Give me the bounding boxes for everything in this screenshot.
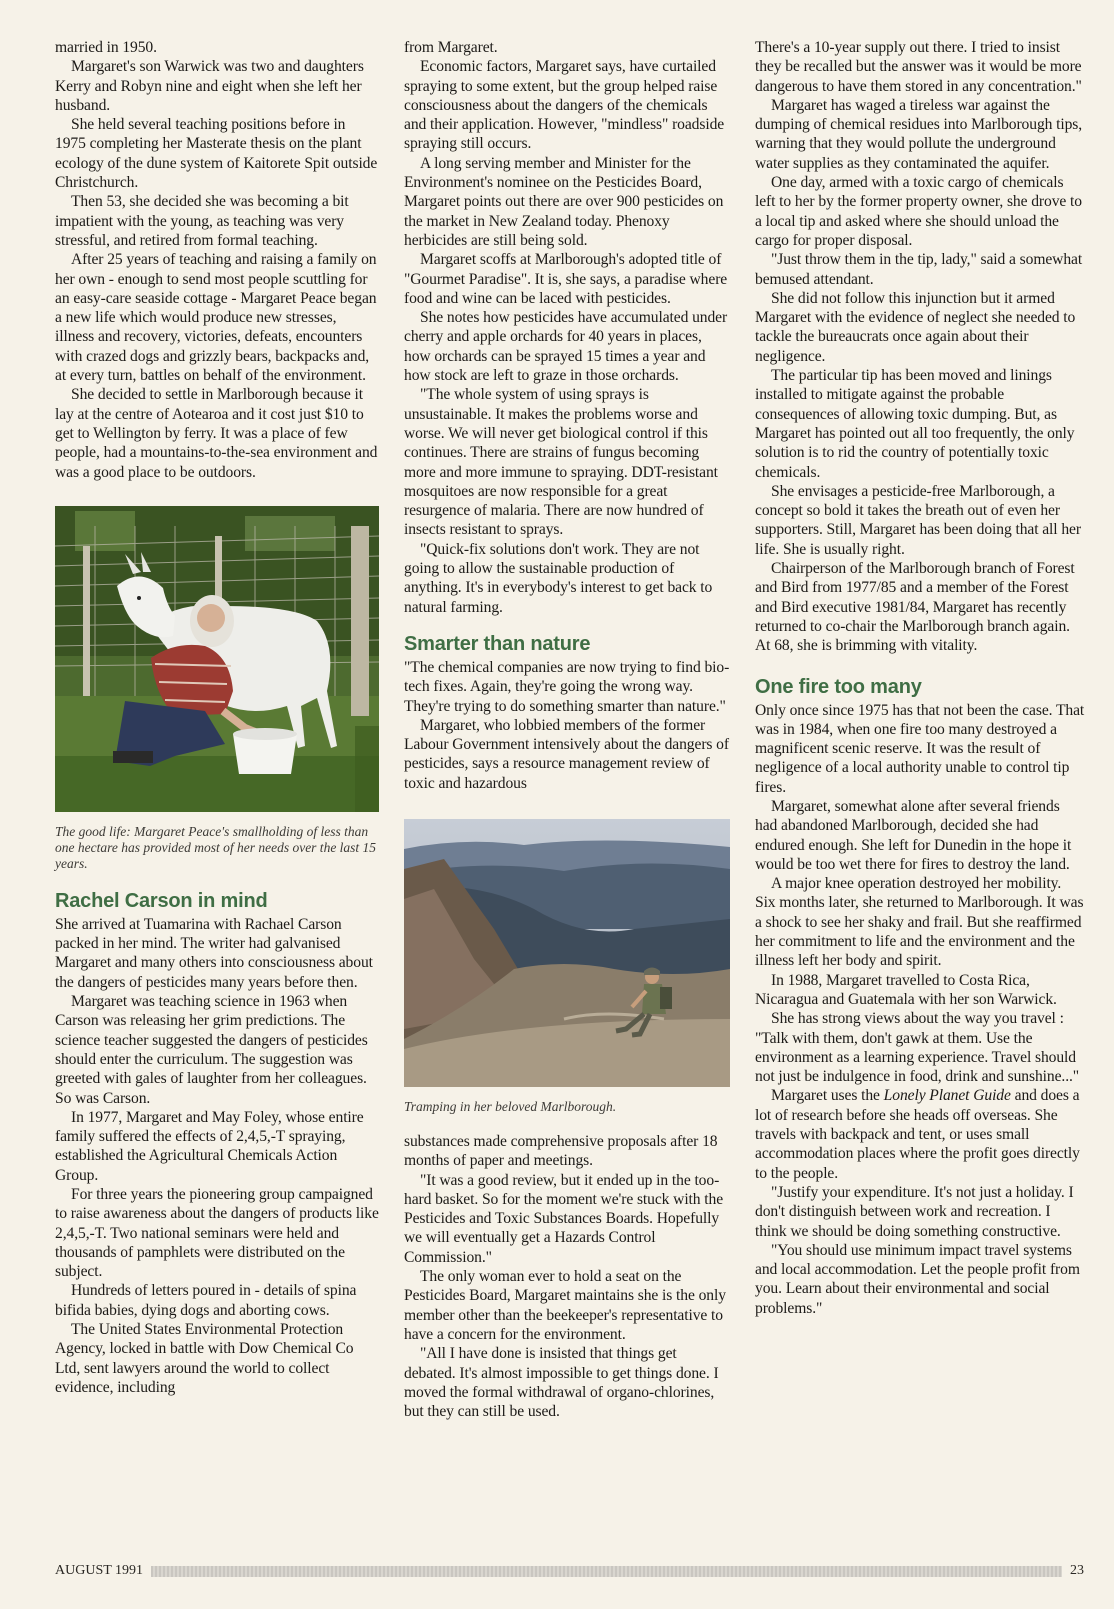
paragraph: A major knee operation destroyed her mobility. Six months later, she returned to Marlborough. It was a shock to see her shaky and frail. But she reaffirmed her commitment to life and the environment and the illness left her body and spirit. <box>755 875 1084 970</box>
paragraph: Chairperson of the Marlborough branch of Forest and Bird from 1977/85 and a member of the Forest and Bird executive 1981/84, Margaret has recently returned to co-chair the Marlborough branch again. At 68, she is brimming with vitality. <box>755 560 1075 655</box>
paragraph: Margaret scoffs at Marlborough's adopted title of "Gourmet Paradise". It is, she says, a paradise where food and wine can be laced with pesticides. <box>404 251 728 307</box>
paragraph: Hundreds of letters poured in - details of spina bifida babies, dying dogs and aborting cows. <box>55 1282 357 1319</box>
paragraph: Only once since 1975 has that not been the case. That was in 1984, when one fire too many destroyed a magnificent scenic reserve. It was the result of negligence of a local authority unable to control tip fires. <box>755 701 1085 796</box>
paragraph: After 25 years of teaching and raising a family on her own - enough to send most people scuttling for an easy-care seaside cottage - Margaret Peace began a new life which would produce new stresses, illness and recovery, victories, defeats, encounters with crazed dogs and grizzly bears, backpacks and, at every turn, battles on behalf of the environment. <box>55 251 377 385</box>
section-heading-one-fire-too-many: One fire too many <box>755 675 922 698</box>
paragraph: In 1977, Margaret and May Foley, whose entire family suffered the effects of 2,4,5,-T spraying, established the Agricultural Chemicals Action Group. <box>55 1108 364 1184</box>
col2-body-bottom <box>404 1132 730 1421</box>
tramping-photo <box>404 819 730 1087</box>
photo-caption-1: The good life: Margaret Peace's smallholding of less than one hectare has provided most of her needs over the last 15 years. <box>55 823 377 871</box>
paragraph: "Justify your expenditure. It's not just a holiday. I don't distinguish between work and recreation. I think we should be doing something constructive. <box>755 1183 1074 1240</box>
paragraph: She notes how pesticides have accumulated under cherry and apple orchards for 40 years in places, how orchards can be sprayed 15 times a year and how stock are left to graze in those orchards. <box>404 309 728 385</box>
paragraph: Then 53, she decided she was becoming a bit impatient with the young, as teaching was very stressful, and retired from formal teaching. <box>55 193 349 249</box>
col3-body-bottom <box>755 701 1085 1319</box>
col2-body-mid <box>404 658 730 793</box>
paragraph: In 1988, Margaret travelled to Costa Rica, Nicaragua and Guatemala with her son Warwick. <box>755 971 1057 1008</box>
paragraph: Margaret was teaching science in 1963 when Carson was releasing her grim predictions. The science teacher suggested the dangers of pesticides should enter the curriculum. The suggestion was greeted with gales of laughter from her colleagues. So was Carson. <box>55 993 368 1107</box>
paragraph: The United States Environmental Protection Agency, locked in battle with Dow Chemical Co Ltd, sent lawyers around the world to collect evidence, including <box>55 1321 354 1396</box>
paragraph: She did not follow this injunction but it armed Margaret with the evidence of neglect she needed to tackle the bureaucrats once again about their negligence. <box>755 289 1076 365</box>
issue-date: AUGUST 1991 <box>55 1563 144 1578</box>
footer-rule <box>151 1566 1062 1577</box>
paragraph: The particular tip has been moved and linings installed to mitigate against the probable consequences of allowing toxic dumping. But, as Margaret has pointed out all too frequently, the only solution is to rid the country of potentially toxic chemicals. <box>755 367 1075 481</box>
paragraph: Margaret, who lobbied members of the former Labour Government intensively about the dangers of pesticides, says a resource management review of toxic and hazardous <box>404 716 729 792</box>
paragraph-lonely-planet <box>755 1086 1085 1182</box>
col1-body-top <box>55 38 379 482</box>
goat-milking-photo <box>55 506 379 812</box>
paragraph: Margaret's son Warwick was two and daughters Kerry and Robyn nine and eight when she left her husband. <box>55 58 364 114</box>
paragraph: "Quick-fix solutions don't work. They are not going to allow the sustainable production of anything. It's in everybody's interest to get back to natural farming. <box>404 540 713 616</box>
paragraph: The only woman ever to hold a seat on the Pesticides Board, Margaret maintains she is the only member other than the beekeeper's representative to have a concern for the environment. <box>404 1268 726 1343</box>
paragraph: "You should use minimum impact travel systems and local accommodation. Let the people profit from you. Learn about their environmental and social problems." <box>755 1241 1080 1317</box>
text-run: and does a lot of research before she heads off overseas. She travels with backpack and tent, or uses small accommodation places where the profit goes directly to the people. <box>755 1087 1080 1182</box>
paragraph: Margaret, somewhat alone after several friends had abandoned Marlborough, decided she had endured enough. She left for Dunedin in the hope it would be too wet there for fires to destroy the land. <box>755 797 1072 873</box>
col1-body-bottom <box>55 915 379 1397</box>
section-heading-smarter-than-nature: Smarter than nature <box>404 632 591 655</box>
col2-body-top <box>404 38 730 617</box>
paragraph: She decided to settle in Marlborough because it lay at the centre of Aotearoa and it cost just $10 to get to Wellington by ferry. It was a place of few people, had a mountains-to-the-sea environment and was a good place to be outdoors. <box>55 386 378 481</box>
paragraph: "The whole system of using sprays is unsustainable. It makes the problems worse and worse. We will never get biological control if this continues. There are strains of fungus becoming more and more immune to spraying. DDT-resistant mosquitoes are now responsible for a great resurgence of malaria. There are now hundred of insects resistant to sprays. <box>404 386 718 539</box>
paragraph: She has strong views about the way you travel : "Talk with them, don't gawk at them. Use the environment as a learning experience. Travel should not just be indulgence in food, drink and sunshine..." <box>755 1010 1080 1086</box>
paragraph: "Just throw them in the tip, lady," said a somewhat bemused attendant. <box>755 251 1083 288</box>
paragraph: married in 1950. <box>55 39 157 56</box>
paragraph: There's a 10-year supply out there. I tried to insist they be recalled but the answer was it would be more dangerous to have them stored in any concentration." <box>755 39 1082 95</box>
goat-milking-illustration <box>55 506 379 812</box>
paragraph: substances made comprehensive proposals after 18 months of paper and meetings. <box>404 1132 718 1170</box>
paragraph: She held several teaching positions before in 1975 completing her Masterate thesis on the plant ecology of the dune system of Kaitorete Spit outside Christchurch. <box>55 116 378 192</box>
column-2 <box>404 38 730 1421</box>
paragraph: "The chemical companies are now trying to find bio-tech fixes. Again, they're going the wrong way. They're trying to do something smarter than nature." <box>404 658 730 715</box>
paragraph: She envisages a pesticide-free Marlborough, a concept so bold it takes the breath out of even her supporters. Still, Margaret has been doing that all her life. She is usually right. <box>755 482 1081 558</box>
paragraph: A long serving member and Minister for the Environment's nominee on the Pesticides Board, Margaret points out there are over 900 pesticides on the market in New Zealand today. Phenoxy herbicides are still being sold. <box>404 154 724 249</box>
section-heading-rachel-carson: Rachel Carson in mind <box>55 889 268 912</box>
page-footer <box>55 1562 1084 1580</box>
photo-caption-2: Tramping in her beloved Marlborough. <box>404 1098 617 1114</box>
paragraph: Margaret has waged a tireless war against the dumping of chemical residues into Marlborough tips, warning that they would pollute the underground water supplies as they contaminated the aquifer. <box>755 96 1083 172</box>
paragraph: "It was a good review, but it ended up in the too-hard basket. So for the moment we're stuck with the Pesticides and Toxic Substances Boards. Hopefully we will eventually get a Hazards Control Commission." <box>404 1171 724 1266</box>
paragraph: She arrived at Tuamarina with Rachael Carson packed in her mind. The writer had galvanised Margaret and many others into consciousness about the dangers of pesticides many years before then. <box>55 915 373 991</box>
book-title: Lonely Planet Guide <box>883 1087 1011 1105</box>
column-1 <box>55 38 379 1397</box>
paragraph: For three years the pioneering group campaigned to raise awareness about the dangers of products like 2,4,5,-T. Two national seminars were held and thousands of pamphlets were distributed on the subject. <box>55 1185 379 1281</box>
paragraph: "All I have done is insisted that things get debated. It's almost impossible to get things done. I moved the formal withdrawal of organo-chlorines, but they can still be used. <box>404 1345 719 1421</box>
column-3 <box>755 38 1085 1318</box>
col3-body-top <box>755 38 1085 656</box>
paragraph: One day, armed with a toxic cargo of chemicals left to her by the former property owner, she drove to a local tip and asked where she should unload the cargo for proper disposal. <box>755 174 1082 249</box>
paragraph: from Margaret. <box>404 39 498 56</box>
page-number: 23 <box>1070 1563 1084 1578</box>
paragraph: Economic factors, Margaret says, have curtailed spraying to some extent, but the group helped raise consciousness about the dangers of the chemicals and their application. However, "mindless" roadside spraying still occurs. <box>404 58 725 153</box>
text-run: Margaret uses the <box>771 1087 884 1105</box>
mountain-landscape-illustration <box>404 819 730 1087</box>
